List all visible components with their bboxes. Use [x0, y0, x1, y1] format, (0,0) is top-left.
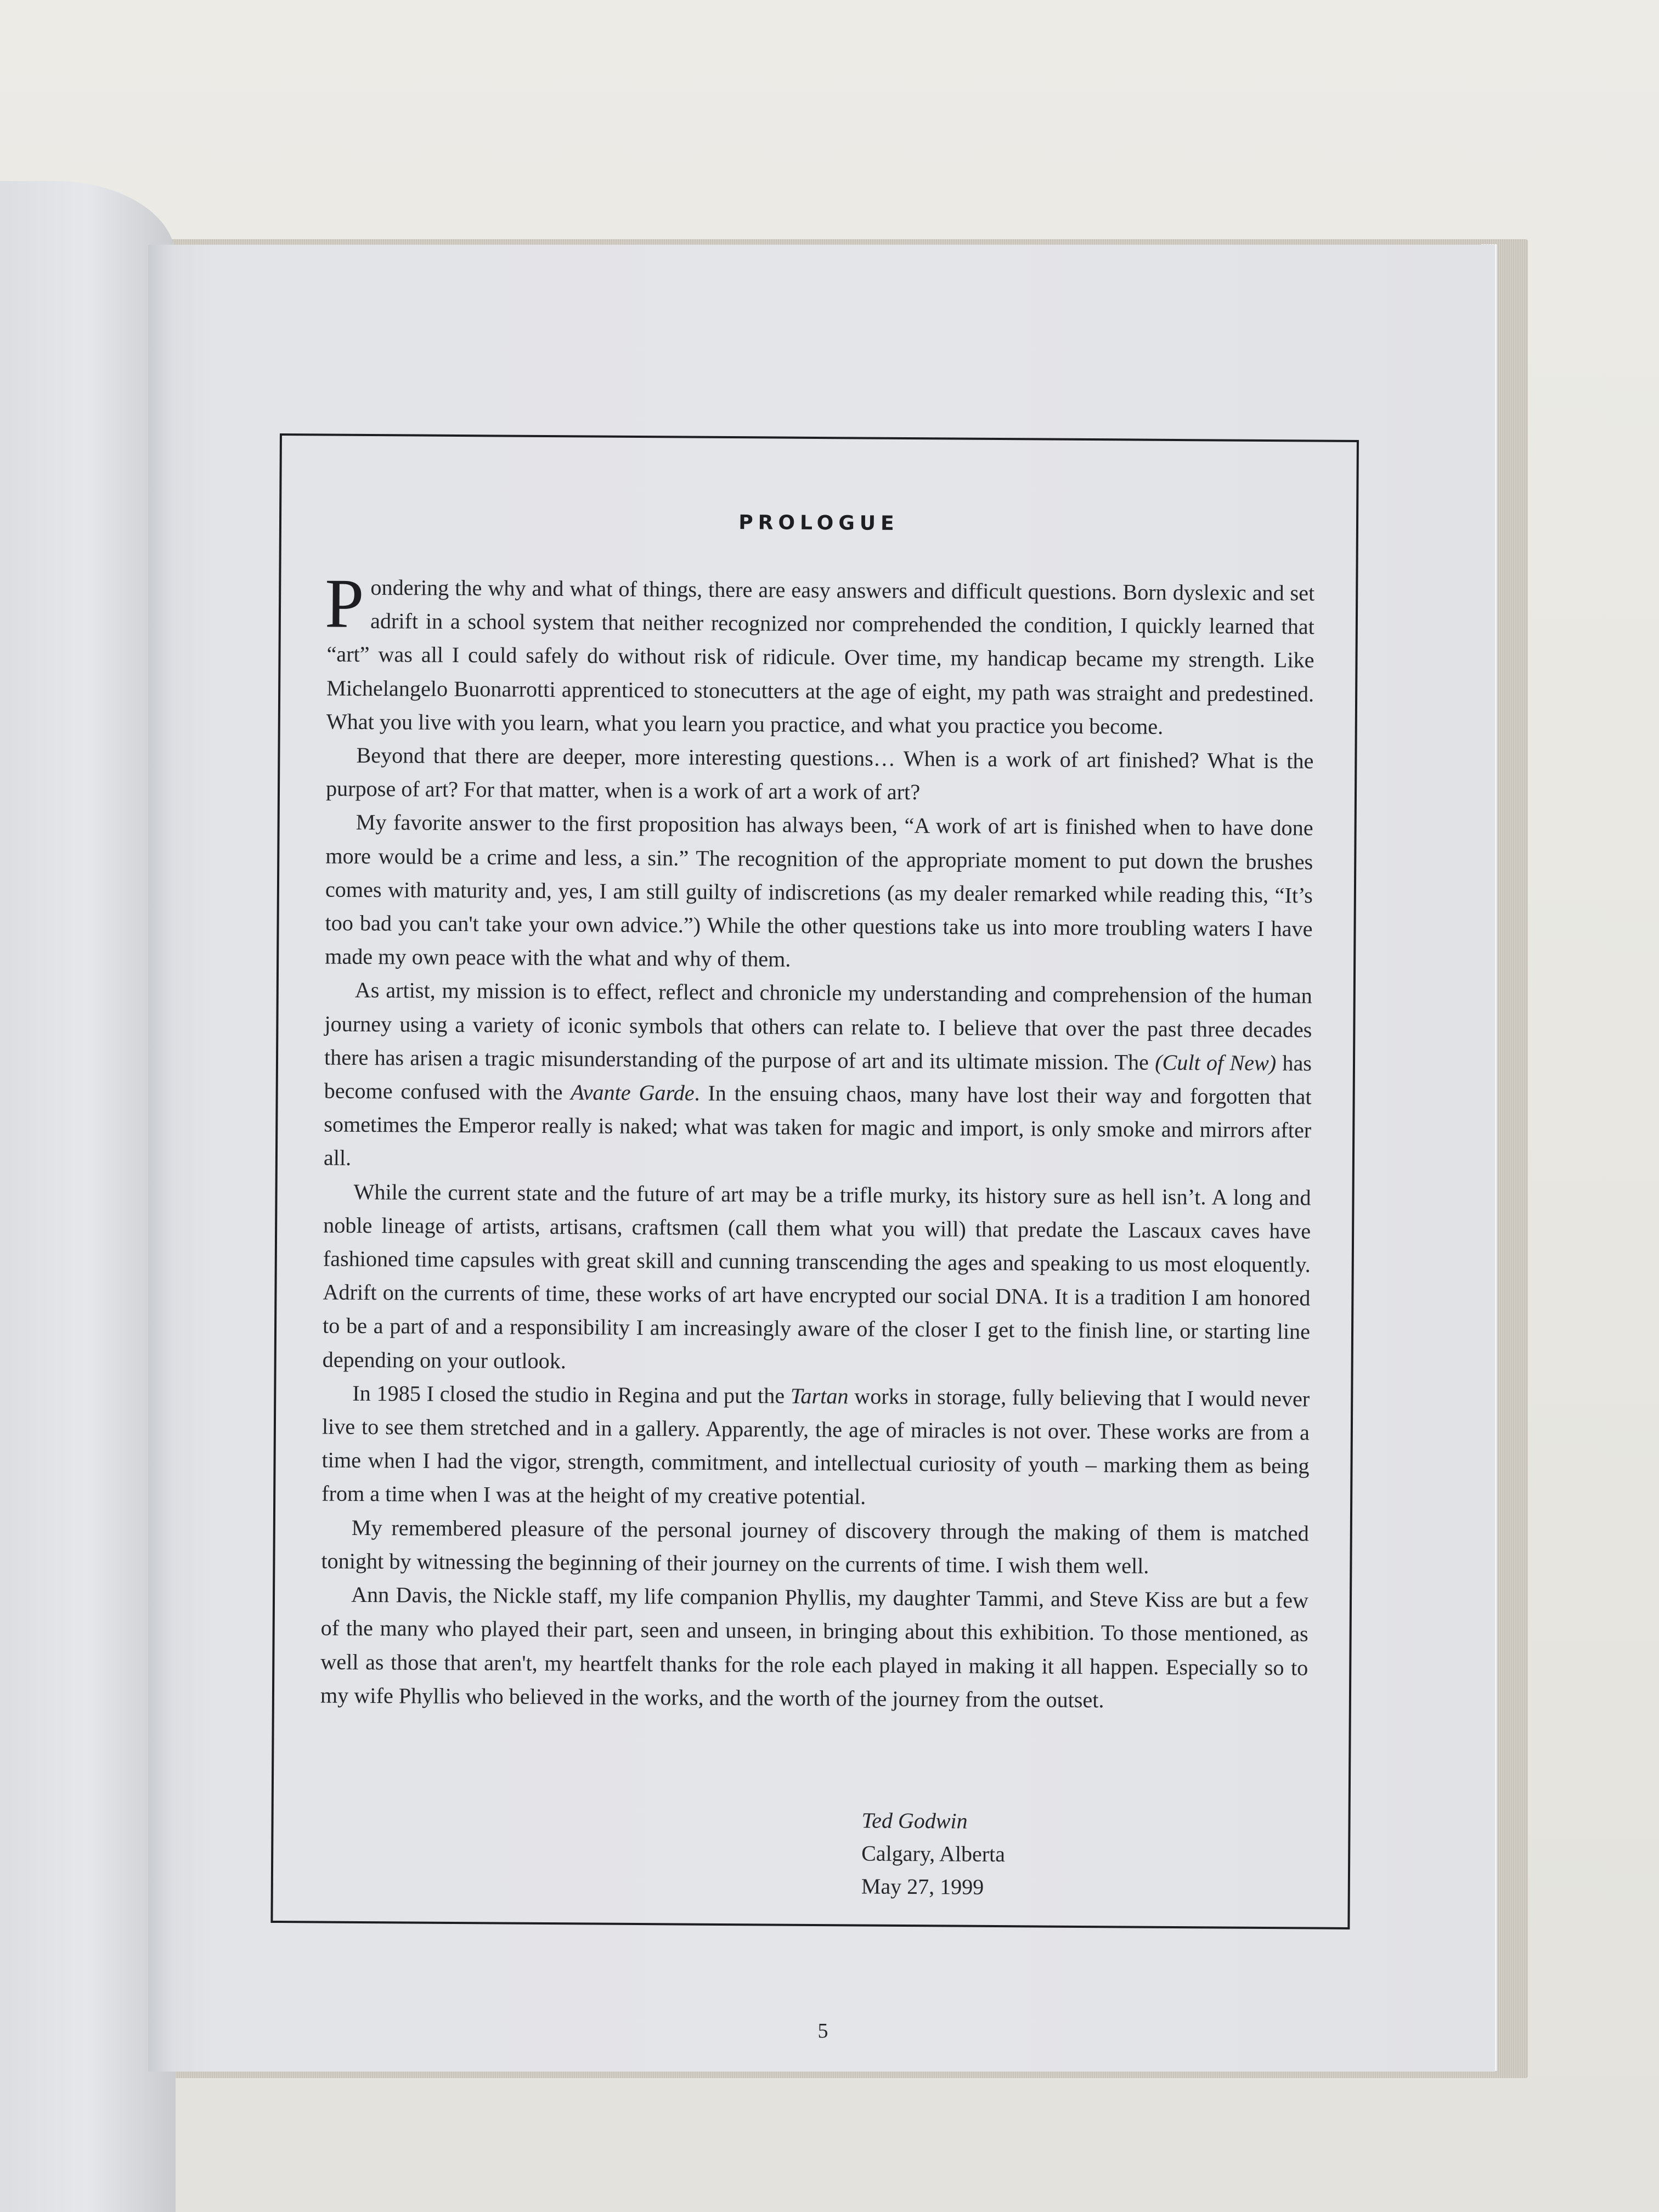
paragraph-4-text-a: As artist, my mission is to effect, reflect and chronicle my understanding and comprehension of the human journey using a variety of iconic symbols that others can relate to. I believe that over the past three decades there has arisen a tragic misunderstanding of the purpose of art and its ultimate mission. The: [324, 978, 1312, 1075]
signature-date: May 27, 1999: [861, 1874, 984, 1899]
prologue-title: PROLOGUE: [738, 511, 899, 535]
paragraph-8: Ann Davis, the Nickle staff, my life companion Phyllis, my daughter Tammi, and Steve Kiss are but a few of the many who played their part, seen and unseen, in bringing about this exhibition. To those mentioned, as well as those that aren't, my heartfelt thanks for the role each played in making it all happen. Especially so to my wife Phyllis who believed in the works, and the worth of the journey from the outset.: [320, 1582, 1309, 1712]
paragraph-4-text-b: has become confused with the: [324, 1050, 1312, 1105]
right-page: [148, 245, 1495, 2072]
drop-cap: P: [324, 564, 364, 642]
paragraph-4-text-c: . In the ensuing chaos, many have lost their way and forgotten that sometimes the Emperor really is naked; what was taken for magic and import, is only smoke and mirrors after all.: [323, 1080, 1312, 1171]
paragraph-7: My remembered pleasure of the personal journey of discovery through the making of them is matched tonight by witnessing the beginning of their journey on the currents of time. I wish them well.: [321, 1515, 1309, 1578]
prologue-body: [320, 564, 1315, 1718]
signature-place: Calgary, Alberta: [861, 1841, 1006, 1867]
paragraph-6: [321, 1376, 1310, 1516]
avante-garde-emphasis: Avante Garde: [571, 1080, 695, 1105]
paragraph-2: Beyond that there are deeper, more interesting questions… When is a work of art finished? What is the purpose of art? For that matter, when is a work of art a work of art?: [325, 742, 1314, 805]
paragraph-6-text-b: works in storage, fully believing that I would never live to see them stretched and in a gallery. Apparently, the age of miracles is not over. These works are from a time when I had the vigor, strength, commitment, and intellectual curiosity of youth – marking them as being from a time when I was at the height of my creative potential.: [321, 1384, 1310, 1510]
paragraph-5: While the current state and the future of art may be a trifle murky, its history sure as hell isn’t. A long and noble lineage of artists, artisans, craftsmen (call them what you will) that predate the Lascaux caves have fashioned time capsules with great skill and cunning transcending the ages and speaking to us most eloquently. Adrift on the currents of time, these works of art have encrypted our social DNA. It is a tradition I am honored to be a part of and a responsibility I am increasingly aware of the closer I get to the finish line, or starting line depending on your outlook.: [322, 1179, 1311, 1373]
prologue-frame: [270, 433, 1359, 1929]
signature-name: Ted Godwin: [861, 1808, 968, 1833]
paragraph-1: [324, 564, 1315, 744]
paragraph-6-text-a: In 1985 I closed the studio in Regina and put the: [352, 1380, 791, 1408]
signature-block: [861, 1804, 1006, 1904]
cult-of-new-emphasis: (Cult of New): [1155, 1049, 1277, 1075]
paragraph-1-text: ondering the why and what of things, there are easy answers and difficult questions. Born dyslexic and set adrift in a school system that neither recognized nor comprehended the condition, I quickly learned that “art” was all I could safely do without risk of ridicule. Over time, my handicap became my strength. Like Michelangelo Buonarrotti apprenticed to stonecutters at the age of eight, my path was straight and predestined. What you live with you learn, what you learn you practice, and what you practice you become.: [326, 575, 1315, 739]
page-number: 5: [817, 2019, 828, 2042]
paragraph-4: [324, 973, 1312, 1181]
tartan-emphasis: Tartan: [790, 1383, 849, 1409]
paragraph-3: My favorite answer to the first proposition has always been, “A work of art is finished when to have done more would be a crime and less, a sin.” The recognition of the appropriate moment to put down the brushes comes with maturity and, yes, I am still guilty of indiscretions (as my dealer remarked while reading this, “It’s too bad you can't take your own advice.”) While the other questions take us into more troubling waters I have made my own peace with the what and why of them.: [325, 810, 1313, 972]
